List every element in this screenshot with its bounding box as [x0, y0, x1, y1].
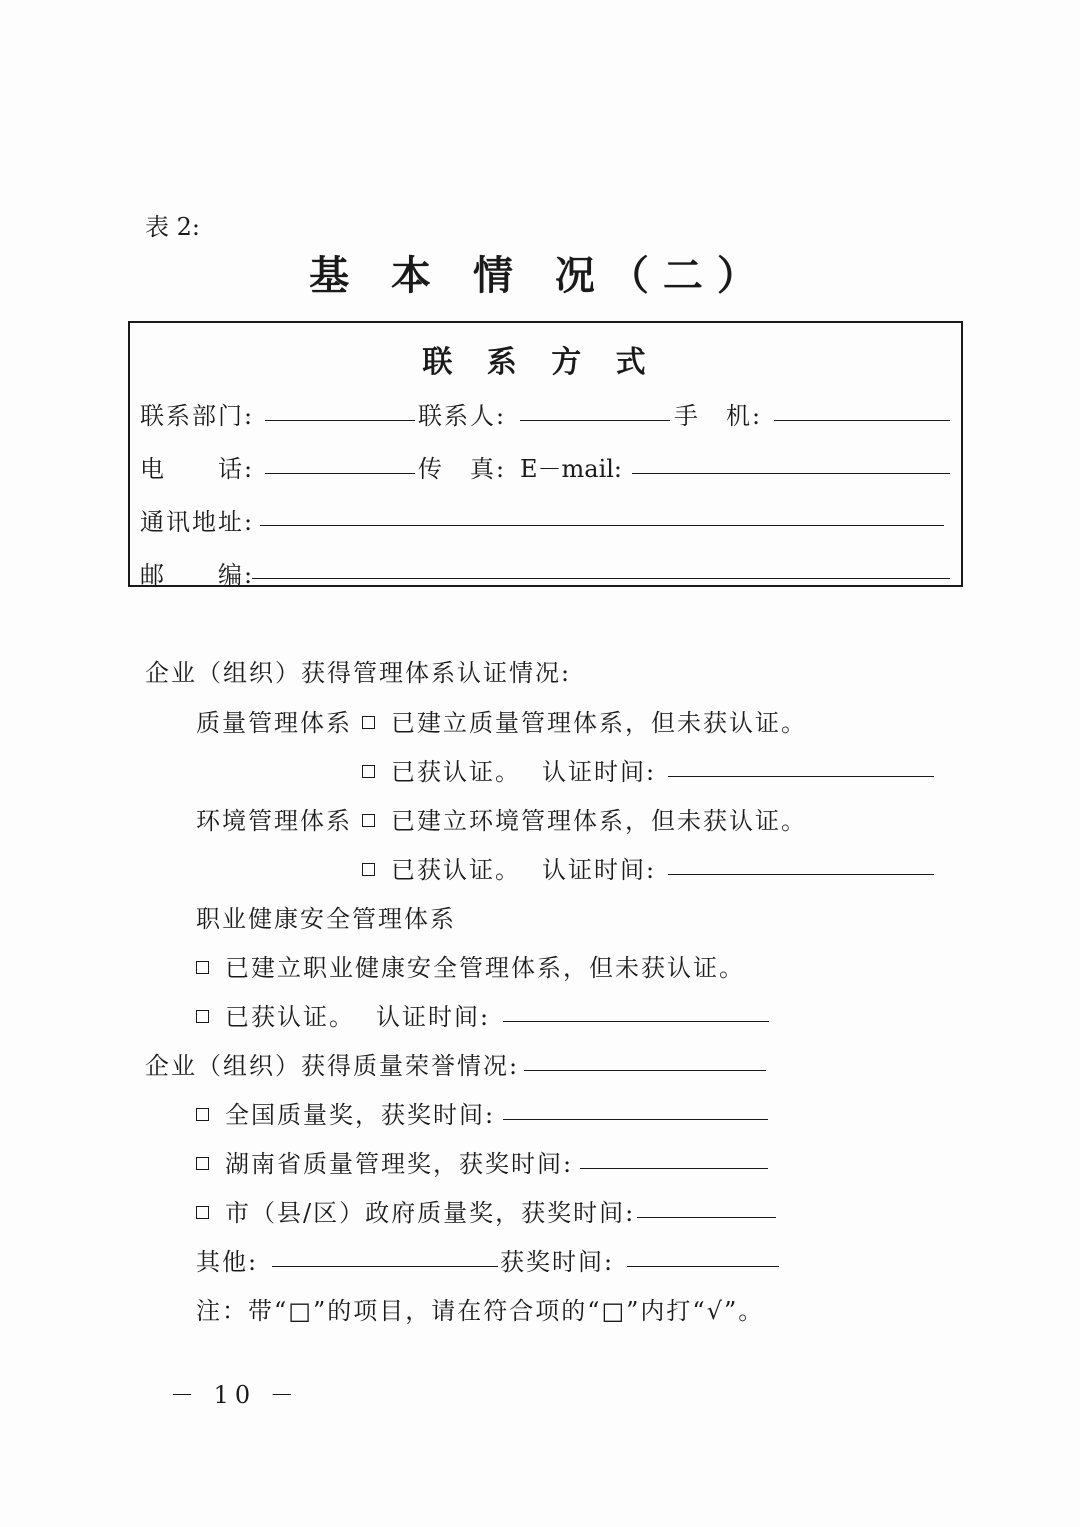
environment-certified-text: 已获认证。	[391, 856, 521, 884]
contact-person-label: 联系人:	[418, 402, 507, 430]
postcode-label: 邮 编:	[140, 561, 255, 589]
phone-label: 电 话:	[140, 455, 255, 483]
other-award-label: 其他:	[196, 1248, 259, 1276]
ohs-certified-option	[196, 997, 355, 1032]
environment-certified-checkbox[interactable]	[362, 863, 375, 876]
city-award-option	[196, 1193, 635, 1228]
environment-time-label: 认证时间:	[542, 856, 657, 884]
environment-built-text: 已建立环境管理体系，但未获认证。	[391, 807, 807, 835]
environment-built-checkbox[interactable]	[362, 814, 375, 827]
quality-system-label: 质量管理体系	[196, 709, 352, 737]
ohs-built-checkbox[interactable]	[196, 961, 209, 974]
city-award-time-field[interactable]	[637, 1217, 776, 1218]
honors-field[interactable]	[524, 1070, 766, 1071]
hunan-award-time-field[interactable]	[580, 1168, 768, 1169]
department-field[interactable]	[265, 420, 415, 421]
page-title: 基 本 情 况（二）	[309, 252, 771, 299]
environment-time-field[interactable]	[668, 874, 934, 875]
email-field[interactable]	[632, 473, 950, 474]
quality-built-text: 已建立质量管理体系，但未获认证。	[391, 709, 807, 737]
fax-label: 传 真:	[418, 455, 507, 483]
environment-certified-option	[362, 850, 521, 885]
ohs-time-label: 认证时间:	[376, 1003, 491, 1031]
honors-heading: 企业（组织）获得质量荣誉情况:	[145, 1052, 520, 1080]
address-label: 通讯地址:	[140, 508, 255, 536]
hunan-award-checkbox[interactable]	[196, 1157, 209, 1170]
ohs-system-label: 职业健康安全管理体系	[196, 905, 456, 933]
city-award-text: 市（县/区）政府质量奖，获奖时间:	[225, 1199, 636, 1227]
quality-certified-checkbox[interactable]	[362, 765, 375, 778]
city-award-checkbox[interactable]	[196, 1206, 209, 1219]
phone-field[interactable]	[265, 473, 415, 474]
contact-heading: 联 系 方 式	[422, 345, 658, 380]
quality-certified-option	[362, 752, 521, 787]
ohs-certified-checkbox[interactable]	[196, 1010, 209, 1023]
postcode-field[interactable]	[252, 578, 950, 579]
other-award-time-label: 获奖时间:	[500, 1248, 615, 1276]
ohs-certified-text: 已获认证。	[225, 1003, 355, 1031]
mobile-label: 手 机:	[674, 402, 763, 430]
table-label: 表 2:	[145, 213, 200, 241]
department-label: 联系部门:	[140, 402, 255, 430]
other-award-field[interactable]	[272, 1266, 498, 1267]
national-award-text: 全国质量奖，获奖时间:	[225, 1101, 496, 1129]
national-award-time-field[interactable]	[503, 1119, 768, 1120]
quality-time-field[interactable]	[668, 776, 934, 777]
quality-certified-text: 已获认证。	[391, 758, 521, 786]
page-number: － 10 －	[170, 1381, 300, 1409]
note-text: 注：带“□”的项目，请在符合项的“□”内打“√”。	[196, 1297, 765, 1325]
quality-built-checkbox[interactable]	[362, 716, 375, 729]
hunan-award-option	[196, 1144, 573, 1179]
certification-heading: 企业（组织）获得管理体系认证情况:	[145, 659, 572, 687]
mobile-field[interactable]	[774, 420, 950, 421]
contact-person-field[interactable]	[520, 420, 670, 421]
environment-built-option	[362, 801, 807, 836]
quality-time-label: 认证时间:	[542, 758, 657, 786]
national-award-checkbox[interactable]	[196, 1108, 209, 1121]
hunan-award-text: 湖南省质量管理奖，获奖时间:	[225, 1150, 574, 1178]
ohs-built-text: 已建立职业健康安全管理体系，但未获认证。	[225, 954, 745, 982]
national-award-option	[196, 1095, 495, 1130]
ohs-time-field[interactable]	[503, 1021, 769, 1022]
other-award-time-field[interactable]	[627, 1266, 779, 1267]
address-field[interactable]	[260, 525, 944, 526]
quality-built-option	[362, 703, 807, 738]
environment-system-label: 环境管理体系	[196, 807, 352, 835]
email-label: E－mail:	[520, 455, 623, 483]
ohs-built-option	[196, 948, 745, 983]
